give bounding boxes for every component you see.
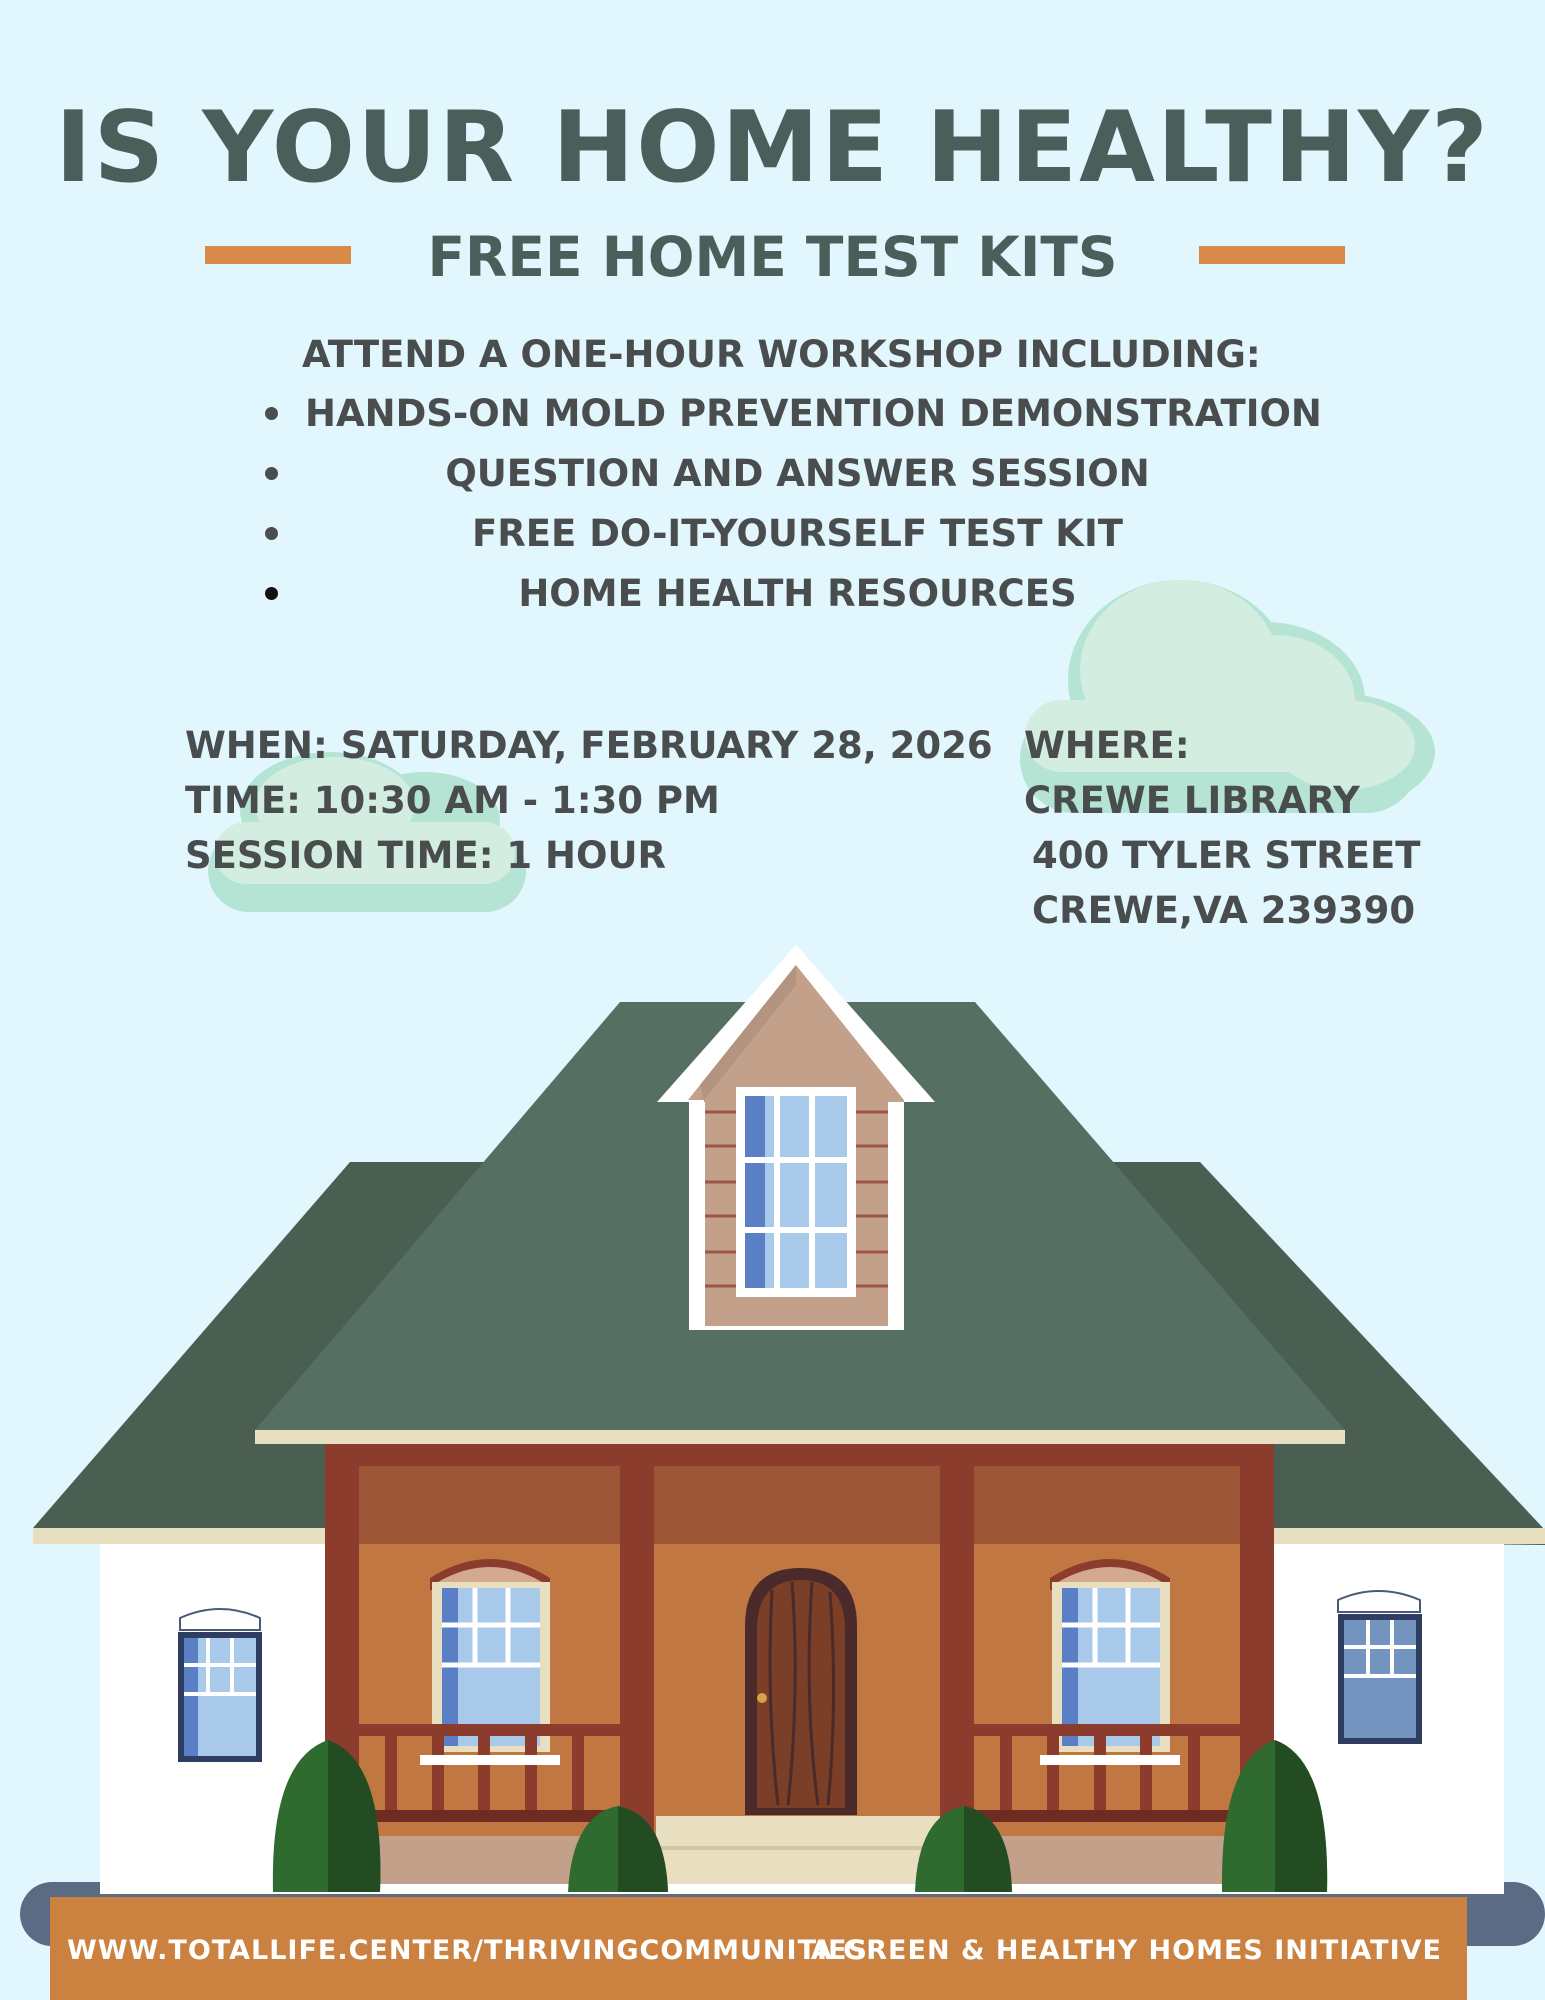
list-item — [255, 444, 1340, 504]
where-label: WHERE: — [1024, 724, 1190, 767]
porch-window-right — [1050, 1559, 1170, 1752]
page-subtitle: FREE HOME TEST KITS — [427, 225, 1118, 289]
list-item — [255, 564, 1340, 624]
bullet-text: FREE DO-IT-YOURSELF TEST KIT — [472, 512, 1123, 555]
front-door — [745, 1568, 857, 1815]
page-title: IS YOUR HOME HEALTHY? — [55, 91, 1490, 205]
bullet-text: HOME HEALTH RESOURCES — [518, 572, 1077, 615]
footer-bar — [50, 1897, 1467, 2000]
footer-url-link[interactable]: WWW.TOTALLIFE.CENTER/THRIVINGCOMMUNITIES — [67, 1935, 868, 1966]
venue-street: 400 TYLER STREET — [1032, 834, 1421, 877]
venue-name: CREWE LIBRARY — [1024, 779, 1360, 822]
footer-tagline: A GREEN & HEALTHY HOMES INITIATIVE — [810, 1935, 1442, 1966]
bullet-text: HANDS-ON MOLD PREVENTION DEMONSTRATION — [305, 392, 1322, 435]
bullet-text: QUESTION AND ANSWER SESSION — [445, 452, 1150, 495]
workshop-intro: ATTEND A ONE-HOUR WORKSHOP INCLUDING: — [302, 333, 1261, 376]
list-item — [255, 384, 1340, 444]
venue-city: CREWE,VA 239390 — [1032, 889, 1416, 932]
event-time: TIME: 10:30 AM - 1:30 PM — [185, 779, 720, 822]
bullet-icon — [265, 407, 278, 420]
porch-window-left — [430, 1559, 550, 1752]
event-date: WHEN: SATURDAY, FEBRUARY 28, 2026 — [185, 724, 993, 767]
session-length: SESSION TIME: 1 HOUR — [185, 834, 666, 877]
list-item — [255, 504, 1340, 564]
